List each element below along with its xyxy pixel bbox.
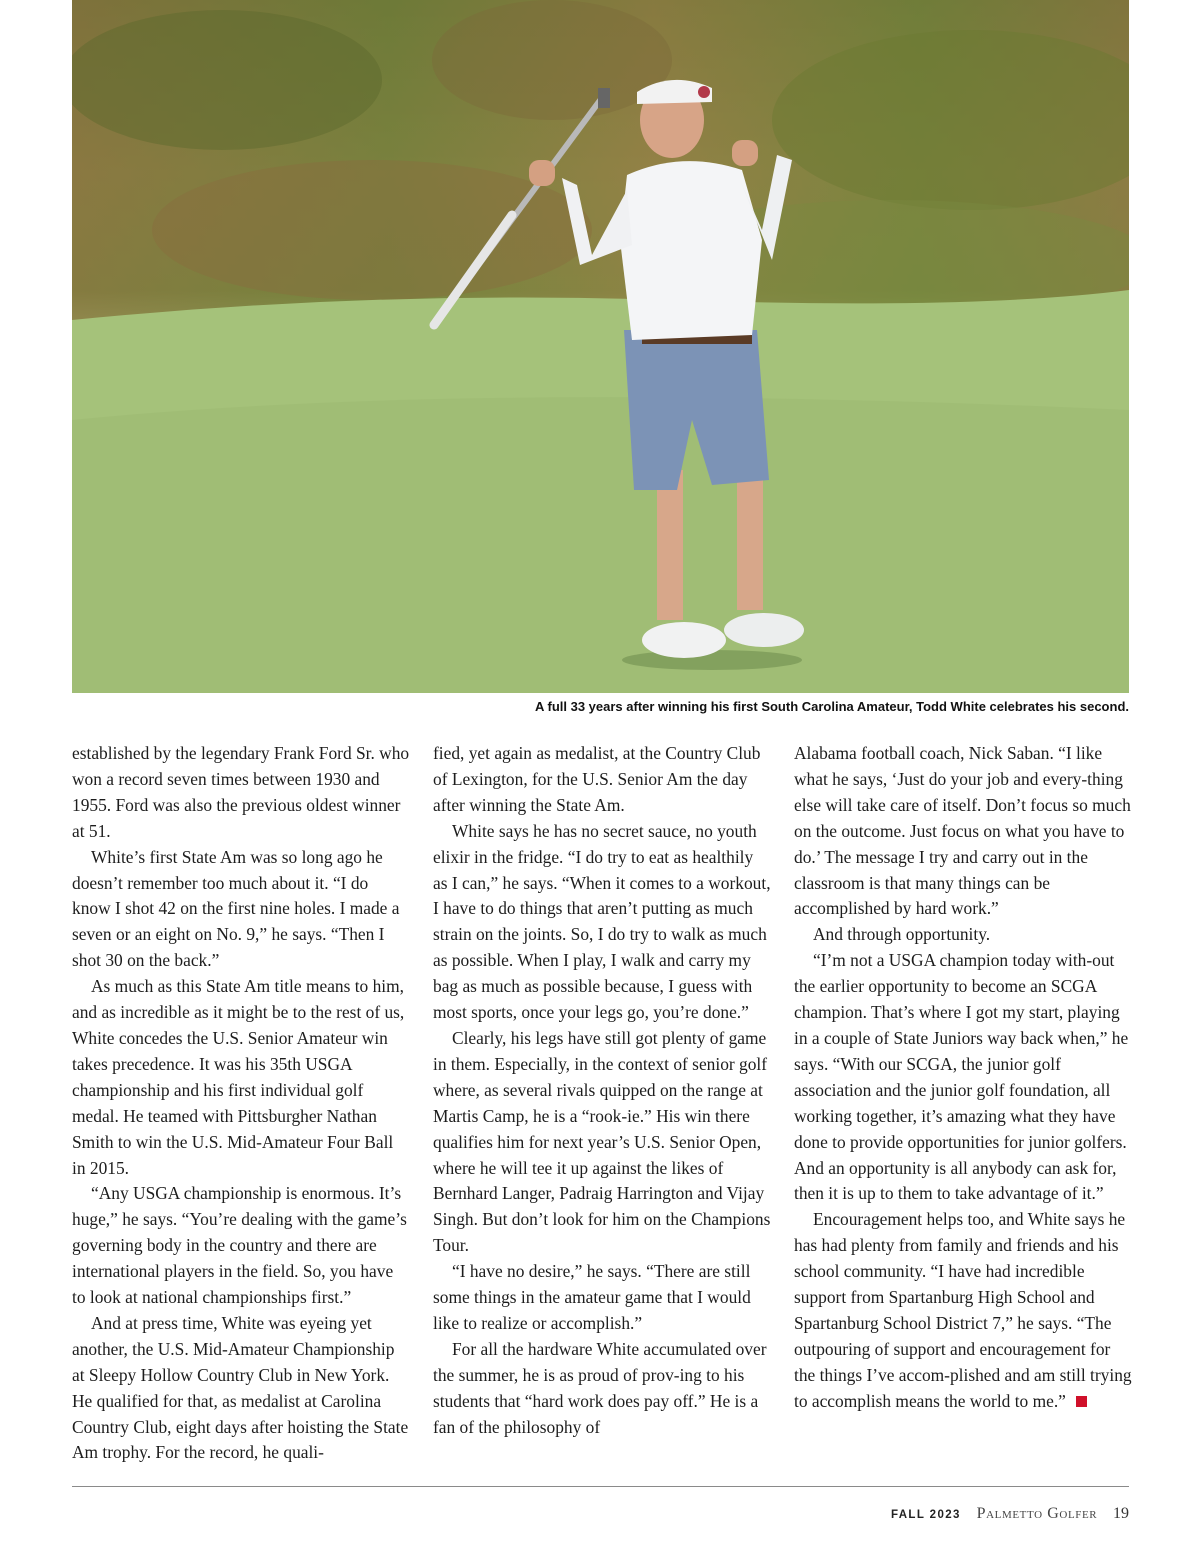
end-of-article-square-icon [1076, 1396, 1087, 1407]
text-column-2 [433, 741, 771, 1440]
golfer-celebrating-photo [72, 0, 1129, 693]
paragraph: And through opportunity. [813, 924, 991, 945]
paragraph: “I have no desire,” he says. “There are still some things in the amateur game that I would like to realize or accomplish.” [433, 1261, 751, 1333]
paragraph: “I’m not a USGA champion today with-out the earlier opportunity to become an SCGA champion. That’s where I got my start, playing in a couple of State Juniors way back when,” he says. “With our SCGA, the junior golf association and the junior golf foundation, all working together, it’s amazing what they have done to provide opportunities for junior golfers. And an opportunity is all anybody can ask for, then it is up to them to take advantage of it.” [794, 950, 1129, 1204]
paragraph: As much as this State Am title means to him, and as incredible as it might be to the rest of us, White concedes the U.S. Senior Amateur win takes precedence. It was his 35th USGA championship and his first individual golf medal. He teamed with Pittsburgher Nathan Smith to win the U.S. Mid-Amateur Four Ball in 2015. [72, 976, 405, 1178]
paragraph-final-text: Encouragement helps too, and White says he has had plenty from family and friends and his school community. “I have had incredible support from Spartanburg High School and Spartanburg School District 7,” he says. “The outpouring of support and encouragement for the things I’ve accom-plished and am still trying to accomplish means the world to me.” [794, 1209, 1132, 1411]
photo-caption: A full 33 years after winning his first South Carolina Amateur, Todd White celebrates his second. [534, 699, 1129, 714]
paragraph: And at press time, White was eyeing yet another, the U.S. Mid-Amateur Championship at Sleepy Hollow Country Club in New York. He qualified for that, as medalist at Carolina Country Club, eight days after hoisting the State Am trophy. For the record, he quali- [72, 1312, 409, 1463]
page-footer [891, 1505, 1129, 1523]
text-column-1 [72, 741, 410, 1466]
page-number: 19 [1113, 1505, 1129, 1522]
magazine-name: Palmetto Golfer [976, 1505, 1098, 1522]
paragraph: established by the legendary Frank Ford Sr. who won a record seven times between 1930 and 1955. Ford was also the previous oldest winner at 51. [72, 743, 410, 841]
photo-illustration [72, 0, 1129, 693]
paragraph: “Any USGA championship is enormous. It’s huge,” he says. “You’re dealing with the game’s governing body in the country and there are international players in the field. So, you have to look at national championships first.” [72, 1183, 407, 1308]
paragraph: Alabama football coach, Nick Saban. “I like what he says, ‘Just do your job and every-thing else will take care of itself. Don’t focus so much on the outcome. Just focus on what you have to do.’ The message I try and carry out in the classroom is that many things can be accomplished by hard work.” [794, 743, 1131, 919]
paragraph: For all the hardware White accumulated over the summer, he is as proud of prov-ing to his students that “hard work does pay off.” He is a fan of the philosophy of [433, 1338, 767, 1437]
paragraph-final [794, 1207, 1132, 1414]
paragraph: fied, yet again as medalist, at the Country Club of Lexington, for the U.S. Senior Am the day after winning the State Am. [433, 743, 761, 815]
text-column-3 [794, 741, 1132, 1415]
paragraph: White’s first State Am was so long ago he doesn’t remember too much about it. “I do know I shot 42 on the first nine holes. I made a seven or an eight on No. 9,” he says. “Then I shot 30 on the back.” [72, 846, 400, 971]
paragraph: Clearly, his legs have still got plenty of game in them. Especially, in the context of senior golf where, as several rivals quipped on the range at Martis Camp, he is a “rook-ie.” His win there qualifies him for next year’s U.S. Senior Open, where he will tee it up against the likes of Bernhard Langer, Padraig Harrington and Vijay Singh. But don’t look for him on the Champions Tour. [433, 1027, 771, 1256]
paragraph: White says he has no secret sauce, no youth elixir in the fridge. “I do try to eat as healthily as I can,” he says. “When it comes to a workout, I have to do things that aren’t putting as much strain on the joints. So, I do try to walk as much as possible. When I play, I walk and carry my bag as much as possible because, I guess with most sports, once your legs go, you’re done.” [433, 820, 771, 1023]
issue-label: FALL 2023 [890, 1509, 961, 1521]
footer-divider [72, 1486, 1129, 1487]
